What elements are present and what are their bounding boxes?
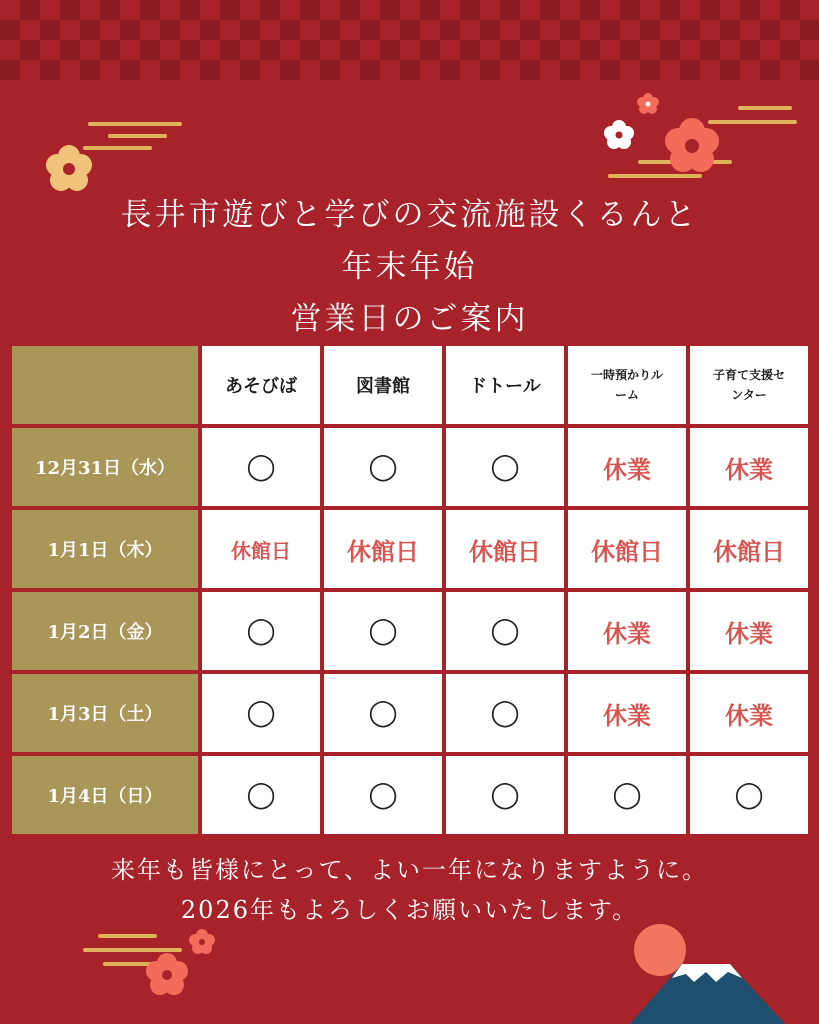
cloud-icon [80, 118, 190, 162]
table-cell: ◯ [446, 756, 564, 834]
title-line-2: 年末年始 [341, 249, 478, 285]
table-cell: 休業 [568, 674, 686, 752]
table-cell: ◯ [568, 756, 686, 834]
table-cell: 休業 [690, 592, 808, 670]
table-cell: 休業 [690, 428, 808, 506]
table-cell: ◯ [446, 592, 564, 670]
column-header: あそびば [202, 346, 320, 424]
table-cell: ◯ [202, 592, 320, 670]
mount-fuji-icon [610, 920, 819, 1024]
table-cell: ◯ [324, 674, 442, 752]
table-cell: 休業 [568, 428, 686, 506]
table-cell: 休業 [690, 674, 808, 752]
checkered-banner [0, 0, 819, 80]
table-cell: ◯ [324, 592, 442, 670]
schedule-table [12, 346, 808, 834]
row-date: 1月2日（金） [12, 592, 198, 670]
row-date: 12月31日（水） [12, 428, 198, 506]
table-cell: ◯ [202, 428, 320, 506]
table-cell: ◯ [202, 756, 320, 834]
table-cell: ◯ [324, 428, 442, 506]
table-cell: ◯ [324, 756, 442, 834]
table-cell: 休館日 [446, 510, 564, 588]
title-line-1: 長井市遊びと学びの交流施設くるんと [120, 197, 699, 233]
table-cell: ◯ [690, 756, 808, 834]
table-cell: 休館日 [690, 510, 808, 588]
table-cell: ◯ [202, 674, 320, 752]
plum-blossom-icon [602, 118, 636, 152]
plum-blossom-icon [42, 142, 96, 196]
table-cell: 休館日 [324, 510, 442, 588]
row-date: 1月1日（木） [12, 510, 198, 588]
row-date: 1月3日（土） [12, 674, 198, 752]
table-cell: 休館日 [202, 510, 320, 588]
column-header: 子育て支援センター [690, 346, 808, 424]
column-header: 図書館 [324, 346, 442, 424]
plum-blossom-icon [660, 114, 724, 178]
column-header: 一時預かりルーム [568, 346, 686, 424]
column-header: ドトール [446, 346, 564, 424]
table-cell: ◯ [446, 674, 564, 752]
row-date: 1月4日（日） [12, 756, 198, 834]
table-cell: 休館日 [568, 510, 686, 588]
plum-blossom-icon [142, 950, 192, 1000]
plum-blossom-icon [636, 92, 660, 116]
footer-line-2: 2026年もよろしくお願いいたします。 [180, 896, 639, 924]
table-corner [12, 346, 198, 424]
sun-icon [634, 924, 686, 976]
table-cell: 休業 [568, 592, 686, 670]
title-line-3: 営業日のご案内 [290, 301, 529, 337]
plum-blossom-icon [188, 928, 216, 956]
table-cell: ◯ [446, 428, 564, 506]
footer-line-1: 来年も皆様にとって、よい一年になりますように。 [110, 856, 709, 884]
